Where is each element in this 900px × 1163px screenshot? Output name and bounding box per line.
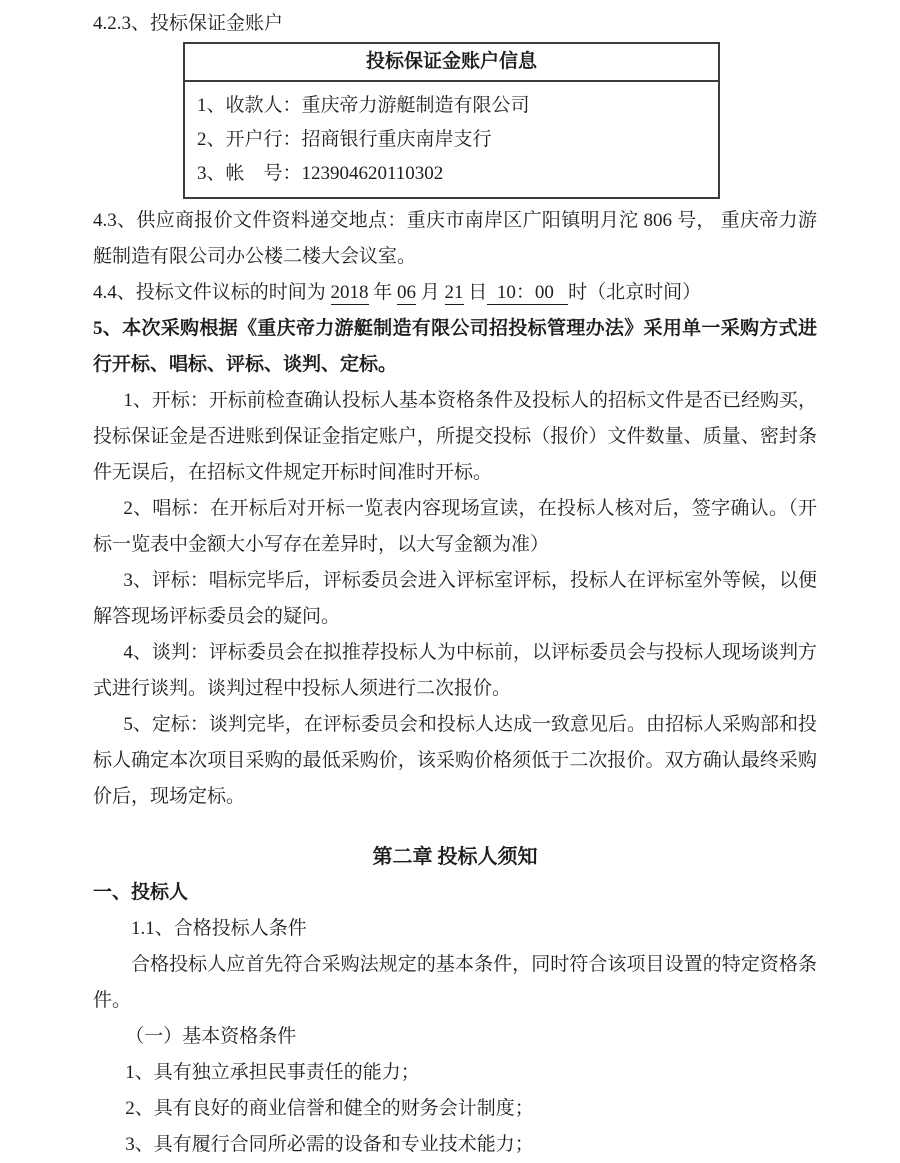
deposit-table — [183, 42, 720, 199]
doc-content — [93, 8, 817, 1163]
para-4-3-delivery-address: 4.3、供应商报价文件资料递交地点：重庆市南岸区广阳镇明月沱 806 号， 重庆帝力游艇制造有限公司办公楼二楼大会议室。 — [93, 210, 817, 267]
day-label: 日 — [463, 282, 488, 303]
para-4-4-prefix: 4.4、投标文件议标的时间为 — [93, 282, 331, 303]
para-5-procurement-method: 5、本次采购根据《重庆帝力游艇制造有限公司招投标管理办法》采用单一采购方式进行开标、唱标、评标、谈判、定标。 — [93, 318, 817, 375]
para-4-4-bid-time — [93, 275, 817, 311]
chapter2-heading: 第二章 投标人须知 — [372, 846, 538, 868]
basic-condition-item-1: 1、具有独立承担民事责任的能力； — [125, 1062, 420, 1083]
procedure-item-evaluation: 3、评标：唱标完毕后，评标委员会进入评标室评标，投标人在评标室外等候，以便解答现场评标委员会的疑问。 — [93, 570, 817, 627]
month-label: 月 — [416, 282, 445, 303]
deposit-table-row-payee: 1、收款人：重庆帝力游艇制造有限公司 — [197, 95, 530, 116]
procedure-item-reading: 2、唱标：在开标后对开标一览表内容现场宣读，在投标人核对后，签字确认。（开标一览表中金额大小写存在差异时，以大写金额为准） — [93, 498, 817, 555]
basic-condition-item-2: 2、具有良好的商业信誉和健全的财务会计制度； — [125, 1098, 534, 1119]
year-label: 年 — [368, 282, 398, 303]
deposit-table-row-bank: 2、开户行：招商银行重庆南岸支行 — [197, 129, 492, 150]
deposit-table-header: 投标保证金账户信息 — [185, 44, 718, 82]
procedure-item-opening: 1、开标：开标前检查确认投标人基本资格条件及投标人的招标文件是否已经购买，投标保证金是否进账到保证金指定账户，所提交投标（报价）文件数量、质量、密封条件无误后，在招标文件规定开标时间准时开标。 — [93, 390, 817, 483]
procedure-item-award: 5、定标：谈判完毕，在评标委员会和投标人达成一致意见后。由招标人采购部和投标人确定本次项目采购的最低采购价，该采购价格须低于二次报价。双方确认最终采购价后，现场定标。 — [93, 714, 817, 807]
bid-year-value: 2018 — [330, 282, 369, 303]
section-1-bidder-title: 一、投标人 — [93, 882, 189, 903]
clause-1-1-intro: 合格投标人应首先符合采购法规定的基本条件，同时符合该项目设置的特定资格条件。 — [93, 954, 817, 1011]
procedure-item-negotiation: 4、谈判：评标委员会在拟推荐投标人为中标前，以评标委员会与投标人现场谈判方式进行谈判。谈判过程中投标人须进行二次报价。 — [93, 642, 817, 699]
bid-month-value: 06 — [397, 282, 417, 303]
deposit-table-body — [185, 82, 718, 197]
basic-conditions-title: （一）基本资格条件 — [125, 1026, 297, 1047]
basic-condition-item-3: 3、具有履行合同所必需的设备和专业技术能力； — [125, 1134, 534, 1155]
bid-hour-value: 10：00 — [487, 282, 569, 303]
clause-1-1-title: 1.1、合格投标人条件 — [131, 918, 307, 939]
deposit-table-row-account: 3、帐 号：123904620110302 — [197, 163, 444, 184]
para-4-4-suffix: 时（北京时间） — [568, 282, 702, 303]
bid-day-value: 21 — [444, 282, 464, 303]
section-4-2-3-title: 4.2.3、投标保证金账户 — [93, 13, 284, 34]
